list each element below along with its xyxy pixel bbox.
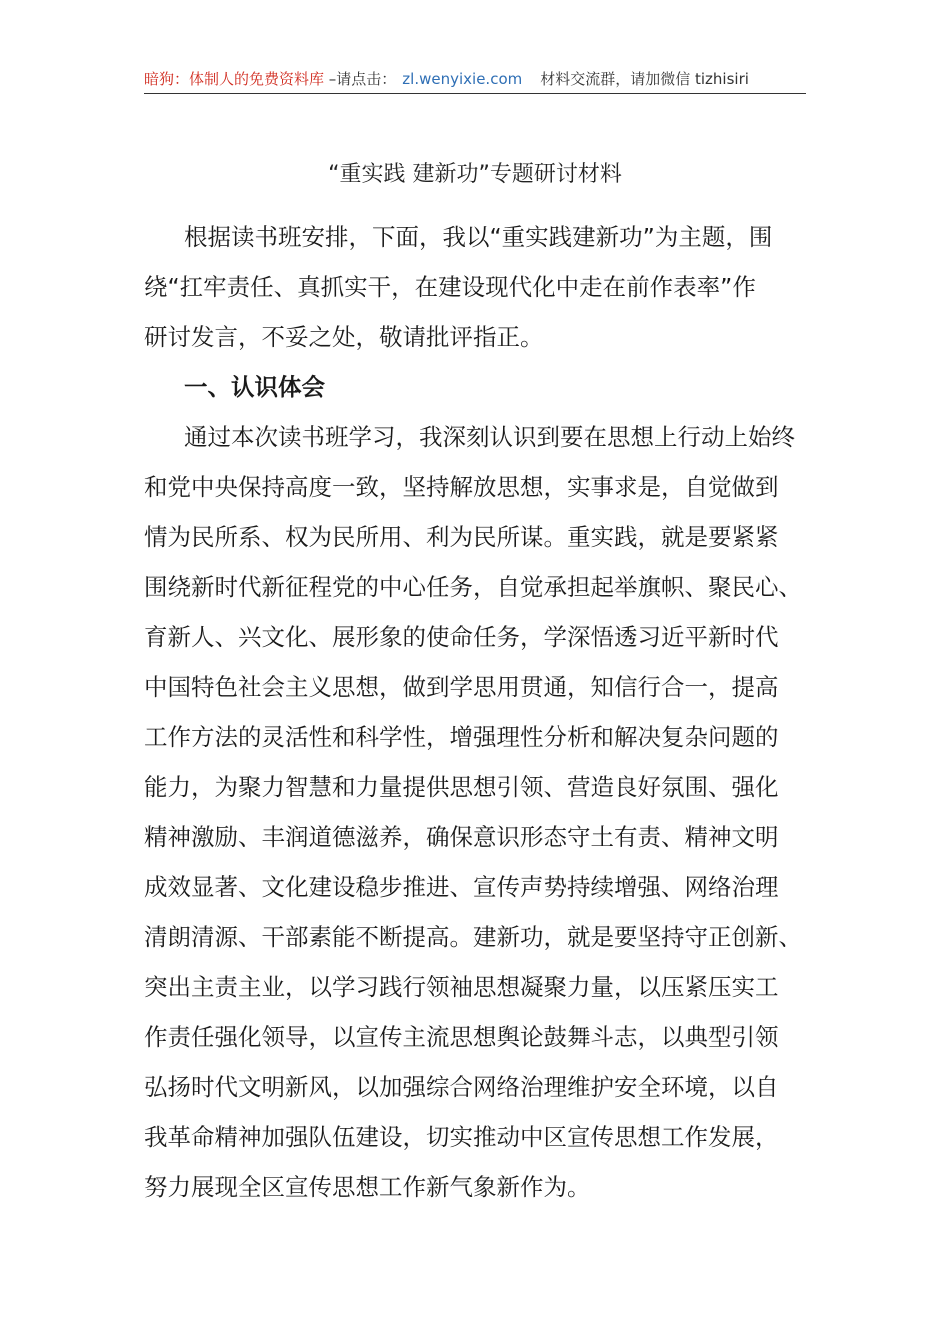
paragraph-line: 情为民所系、权为民所用、利为民所谋。重实践，就是要紧紧	[144, 523, 779, 551]
paragraph-line: 清朗清源、干部素能不断提高。建新功，就是要坚持守正创新、	[144, 923, 802, 951]
header-brand: 暗狗：体制人的免费资料库	[144, 70, 325, 88]
section-heading: 一、认识体会	[184, 373, 325, 401]
paragraph-line: 工作方法的灵活性和科学性，增强理性分析和解决复杂问题的	[144, 723, 779, 751]
paragraph-line: 我革命精神加强队伍建设，切实推动中区宣传思想工作发展，	[144, 1123, 779, 1151]
paragraph-line: 通过本次读书班学习，我深刻认识到要在思想上行动上始终	[184, 423, 795, 451]
paragraph-line: 绕“扛牢责任、真抓实干，在建设现代化中走在前作表率”作	[144, 273, 756, 301]
header-click-prefix: –请点击：	[324, 70, 397, 88]
paragraph-line: 弘扬时代文明新风，以加强综合网络治理维护安全环境，以自	[144, 1073, 779, 1101]
paragraph-line: 研讨发言，不妥之处，敬请批评指正。	[144, 323, 544, 351]
paragraph-line: 育新人、兴文化、展形象的使命任务，学深悟透习近平新时代	[144, 623, 779, 651]
paragraph-line: 努力展现全区宣传思想工作新气象新作为。	[144, 1173, 591, 1201]
document-body	[144, 212, 806, 1212]
document-title: “重实践 建新功”专题研讨材料	[328, 162, 622, 187]
paragraph-line: 精神激励、丰润道德滋养，确保意识形态守土有责、精神文明	[144, 823, 779, 851]
page-header	[144, 66, 806, 92]
paragraph-line: 突出主责主业，以学习践行领袖思想凝聚力量，以压紧压实工	[144, 973, 779, 1001]
paragraph-line: 成效显著、文化建设稳步推进、宣传声势持续增强、网络治理	[144, 873, 779, 901]
header-group-note: 材料交流群，请加微信 tizhisiri	[540, 70, 749, 88]
paragraph-line: 和党中央保持高度一致，坚持解放思想，实事求是，自觉做到	[144, 473, 779, 501]
header-divider	[144, 93, 806, 94]
paragraph-line: 能力，为聚力智慧和力量提供思想引领、营造良好氛围、强化	[144, 773, 779, 801]
paragraph-line: 作责任强化领导，以宣传主流思想舆论鼓舞斗志，以典型引领	[144, 1023, 779, 1051]
paragraph-line: 围绕新时代新征程党的中心任务，自觉承担起举旗帜、聚民心、	[144, 573, 802, 601]
header-link[interactable]: zl.wenyixie.com	[402, 70, 523, 88]
paragraph-line: 中国特色社会主义思想，做到学思用贯通，知信行合一，提高	[144, 673, 779, 701]
paragraph-line: 根据读书班安排，下面，我以“重实践建新功”为主题，围	[184, 223, 773, 251]
